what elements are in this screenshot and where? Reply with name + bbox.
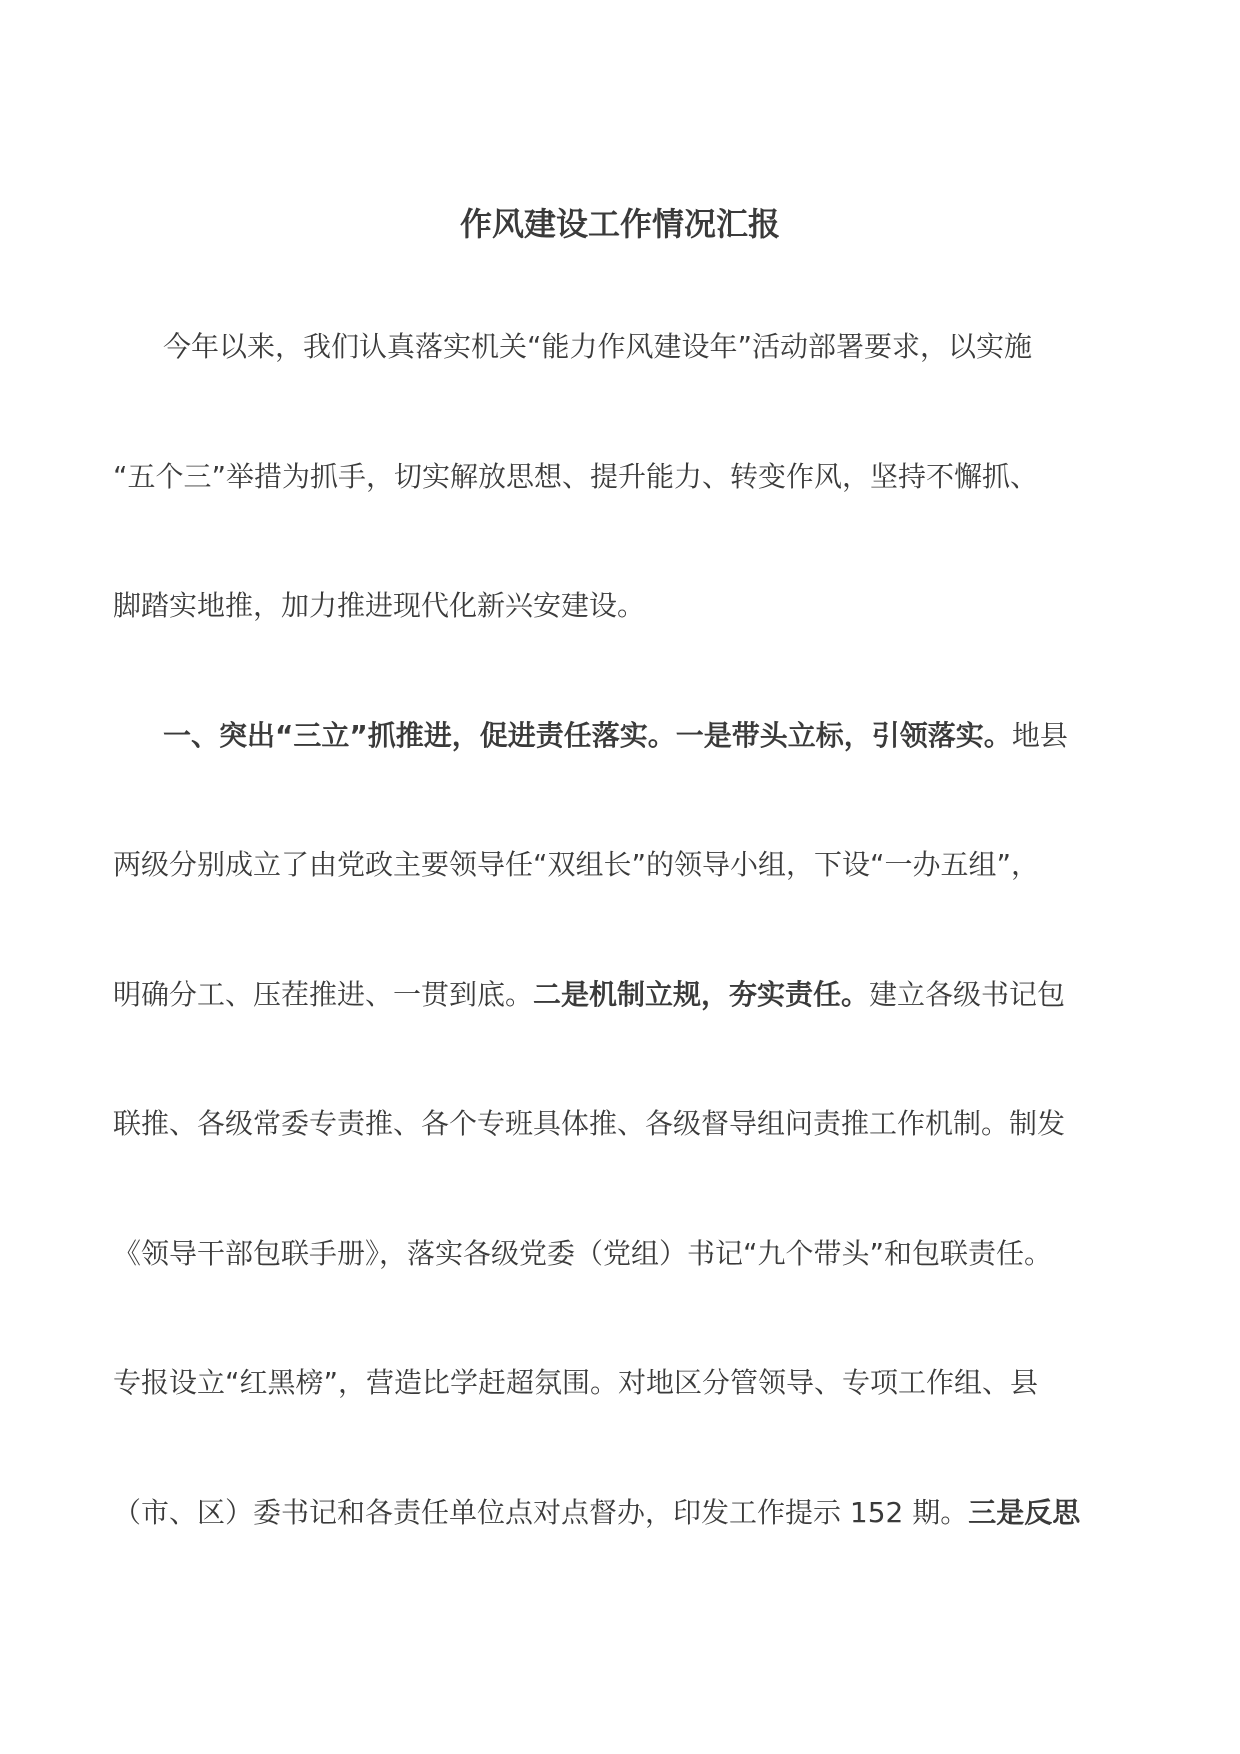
text-run: 脚踏实地推，加力推进现代化新兴安建设。 <box>113 589 646 622</box>
text-run: 两级分别成立了由党政主要领导任“双组长”的领导小组，下设“一办五组”， <box>113 848 1040 881</box>
text-run: 建立各级书记包 <box>869 978 1066 1011</box>
bold-heading-run: 一、突出“三立”抓推进，促进责任落实。一是带头立标，引领落实。 <box>163 719 1012 752</box>
text-run: “五个三”举措为抓手，切实解放思想、提升能力、转变作风，坚持不懈抓、 <box>113 460 1039 493</box>
document-title: 作风建设工作情况汇报 <box>459 205 780 243</box>
text-run: 明确分工、压茬推进、一贯到底。 <box>113 978 534 1011</box>
paragraph-1-line-3 <box>113 584 645 628</box>
paragraph-2-line-6 <box>113 1361 1038 1405</box>
bold-heading-run: 三是反思 <box>968 1496 1081 1529</box>
text-run: （市、区）委书记和各责任单位点对点督办，印发工作提示 152 期。 <box>113 1496 969 1529</box>
paragraph-1-line-1 <box>163 325 1032 369</box>
paragraph-2-line-7 <box>113 1491 1080 1535</box>
paragraph-2-line-4 <box>113 1102 1065 1146</box>
text-run: 专报设立“红黑榜”，营造比学赶超氛围。对地区分管领导、专项工作组、县 <box>113 1366 1039 1399</box>
text-run: 《领导干部包联手册》，落实各级党委（党组）书记“九个带头”和包联责任。 <box>113 1237 1053 1270</box>
text-run: 联推、各级常委专责推、各个专班具体推、各级督导组问责推工作机制。制发 <box>113 1107 1066 1140</box>
paragraph-2-line-3 <box>113 973 1065 1017</box>
text-run: 今年以来，我们认真落实机关“能力作风建设年”活动部署要求，以实施 <box>163 330 1033 363</box>
paragraph-2-line-5 <box>113 1232 1052 1276</box>
bold-heading-run: 二是机制立规，夯实责任。 <box>533 978 870 1011</box>
paragraph-1-line-2 <box>113 455 1038 499</box>
text-run: 地县 <box>1011 719 1068 752</box>
paragraph-2-line-1 <box>163 714 1068 758</box>
paragraph-2-line-2 <box>113 843 1039 887</box>
